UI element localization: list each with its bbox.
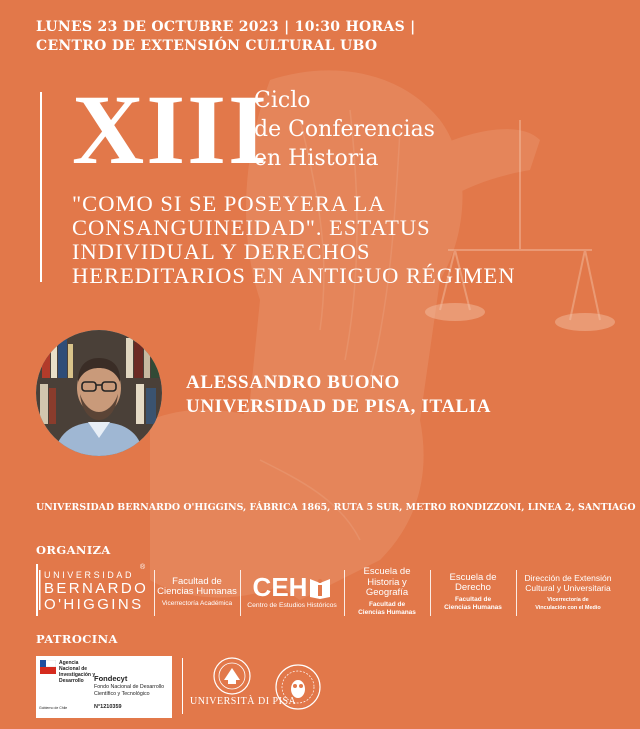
ubo-logo (36, 562, 148, 622)
cycle-title-line1: Ciclo (254, 88, 311, 113)
org-separator (430, 570, 431, 616)
speaker-info (186, 371, 491, 419)
org-5-line2: Cultural y Universitaria (525, 583, 611, 593)
organiza-label: ORGANIZA (36, 543, 111, 557)
cycle-title-line2: de Conferencias (254, 117, 435, 142)
org-1-line1: Facultad de (172, 575, 222, 587)
pisa-name: UNIVERSITÀ DI PISA (190, 696, 297, 707)
org-1-sub: Vicerrectoría Académica (161, 599, 233, 607)
org-ceh (242, 562, 342, 622)
venue-line: CENTRO DE EXTENSIÓN CULTURAL UBO (36, 38, 378, 54)
edition-number: XIII (72, 74, 269, 185)
ubo-line-top: UNIVERSIDAD (44, 570, 135, 580)
ubo-emblem (36, 564, 42, 616)
fondecyt-fondo (94, 684, 172, 697)
org-escuela-derecho (432, 562, 514, 622)
org-direccion-extension (518, 562, 618, 622)
org-5-sub2: Vinculación con el Medio (535, 604, 601, 611)
org-separator (154, 570, 155, 616)
chile-flag-icon (40, 660, 56, 674)
event-date-venue (36, 18, 416, 56)
speaker-photo (36, 330, 162, 456)
org-3-sub1: Facultad de (368, 600, 406, 608)
title-divider (40, 92, 42, 282)
fondecyt-number: N°1210359 (94, 704, 122, 710)
org-separator (344, 570, 345, 616)
date-line: LUNES 23 DE OCTUBRE 2023 | 10:30 HORAS | (36, 19, 416, 35)
org-3-line1: Escuela de (363, 566, 411, 578)
org-4-sub2: Ciencias Humanas (444, 603, 502, 611)
pisa-seal-icon (206, 656, 258, 696)
ceh-book-icon (309, 575, 331, 599)
ubo-line-mid2: O'HIGGINS (44, 596, 144, 613)
ubo-line-mid1: BERNARDO (44, 580, 149, 597)
org-2-sub: Centro de Estudios Históricos (247, 602, 337, 609)
ubo-registered-mark: ® (140, 564, 146, 571)
talk-title (72, 192, 572, 288)
talk-title-line2: CONSANGUINEIDAD". ESTATUS (72, 215, 431, 240)
org-1-line2: Ciencias Humanas (157, 586, 237, 597)
org-separator (240, 570, 241, 616)
patrocina-label: PATROCINA (36, 632, 118, 646)
org-5-sub1: Vicerrectoría de (547, 596, 589, 603)
gobierno-label: Gobierno de Chile (39, 706, 68, 710)
cycle-title-line3: en Historia (254, 146, 379, 171)
fondecyt-fondo-line1: Fondo Nacional de Desarrollo (94, 684, 165, 690)
org-3-sub2: Ciencias Humanas (358, 608, 416, 616)
anid-fondecyt-logo (36, 656, 172, 718)
speaker-name: ALESSANDRO BUONO (186, 372, 400, 393)
org-escuela-historia (346, 562, 428, 622)
speaker-affiliation: UNIVERSIDAD DE PISA, ITALIA (186, 396, 492, 417)
fondecyt-label: Fondecyt (94, 674, 128, 683)
org-facultad-ciencias-humanas (156, 562, 238, 622)
cycle-title (254, 86, 435, 173)
org-4-line1: Escuela de Derecho (449, 571, 497, 593)
org-3-line2: Historia y Geografía (365, 576, 409, 599)
organizers-row (36, 562, 626, 622)
sponsor-separator (182, 658, 183, 714)
anid-agency: Agencia Nacional de Investigación y Desarrollo (59, 660, 96, 684)
talk-title-line4: HEREDITARIOS EN ANTIGUO RÉGIMEN (72, 263, 516, 288)
org-5-line1: Dirección de Extensión (524, 572, 612, 583)
owl-seal-icon (274, 656, 322, 718)
ceh-wordmark: CEH (252, 572, 308, 602)
talk-title-line3: INDIVIDUAL Y DERECHOS (72, 239, 371, 264)
org-4-sub1: Facultad de (454, 595, 492, 603)
talk-title-line1: "COMO SI SE POSEYERA LA (72, 191, 386, 216)
event-address: UNIVERSIDAD BERNARDO O'HIGGINS, FÁBRICA 1865, RUTA 5 SUR, METRO RONDIZZONI, LINEA 2, SANTIAGO (36, 502, 636, 513)
org-separator (516, 570, 517, 616)
fondecyt-fondo-line2: Científico y Tecnológico (94, 690, 150, 697)
sponsors-row (36, 656, 636, 718)
